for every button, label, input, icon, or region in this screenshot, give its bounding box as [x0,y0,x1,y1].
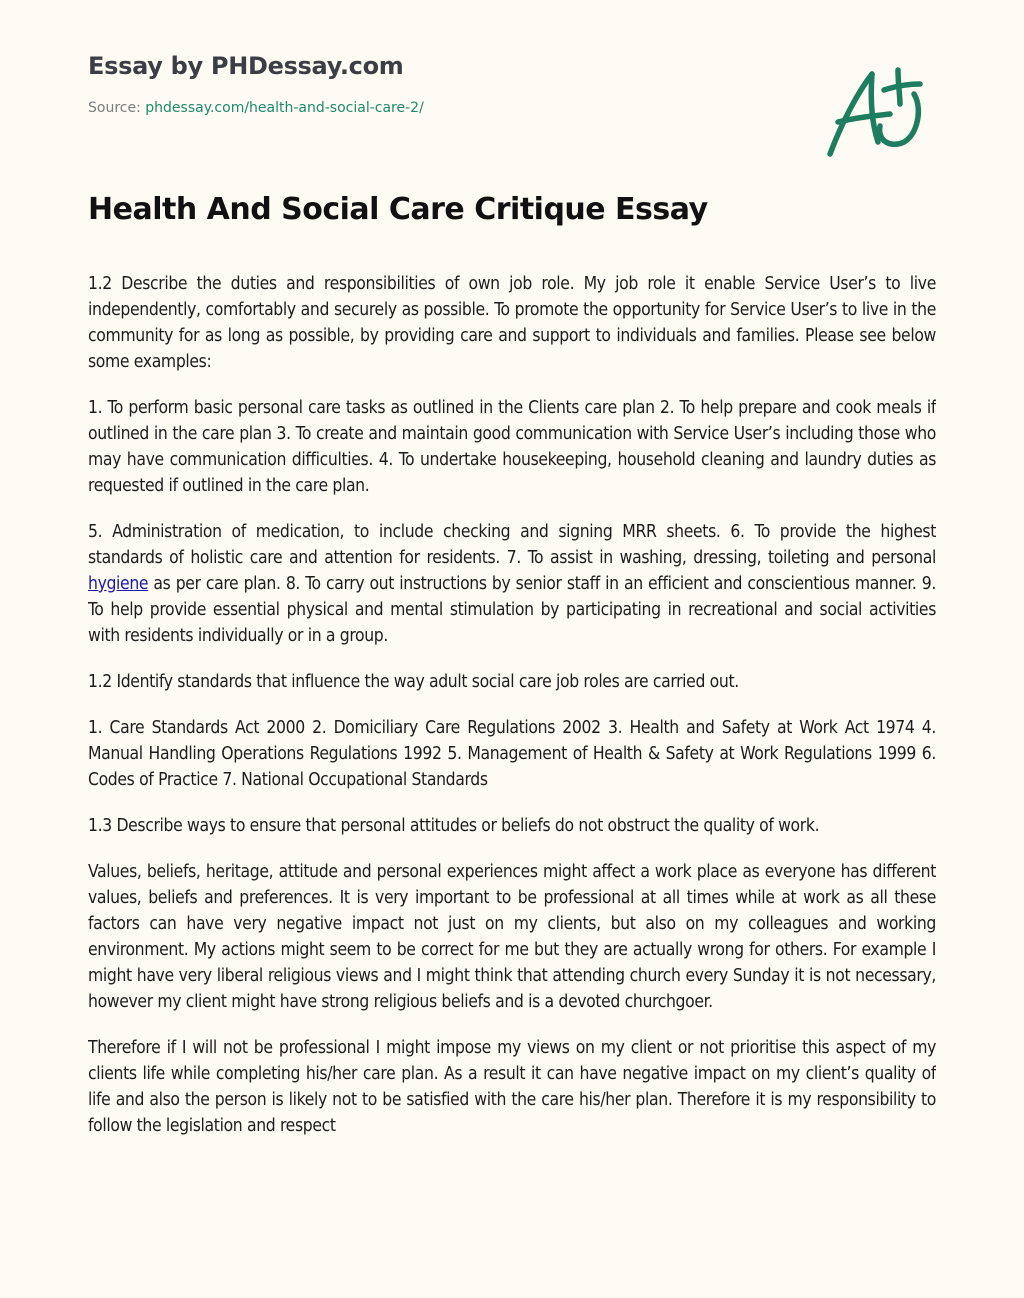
a-plus-grade-icon [820,62,930,162]
paragraph-text: as per care plan. 8. To carry out instructions by senior staff in an efficient and conscientious manner. 9. To help provide essential physical and mental stimulation by participating in recreational and social activities with residents individually or in a group. [88,574,936,646]
paragraph-text: 5. Administration of medication, to include checking and signing MRR sheets. 6. To provide the highest standards of holistic care and attention for residents. 7. To assist in washing, dressing, toileting and personal [88,522,936,568]
a-plus-grade-icon-svg [820,62,930,162]
essay-paragraph: 1.2 Identify standards that influence the way adult social care job roles are carried out. [88,672,739,692]
essay-paragraph: 1.3 Describe ways to ensure that personal attitudes or beliefs do not obstruct the quality of work. [88,816,820,836]
essay-paragraph: 1. Care Standards Act 2000 2. Domiciliary Care Regulations 2002 3. Health and Safety at Work Act 1974 4. Manual Handling Operations Regulations 1992 5. Management of Health & Safety at Work Regulations 1999 6. Codes of Practice 7. National Occupational Standards [88,718,936,790]
essay-body [88,271,936,1257]
source-line [88,98,948,118]
a-left-stroke [830,74,872,154]
plus-horizontal [884,84,920,90]
page-header [88,48,948,118]
hygiene-link[interactable]: hygiene [88,574,149,594]
source-link[interactable]: phdessay.com/health-and-social-care-2/ [145,100,424,116]
source-label: Source: [88,100,146,116]
essay-paragraph [88,519,936,649]
essay-paragraph: Therefore if I will not be professional I might impose my views on my client or not prioritise this aspect of my clients life while completing his/her care plan. As a result it can have negative impact on my client’s quality of life and also the person is likely not to be satisfied with the care his/her plan. Therefore it is my responsibility to follow the legislation and respect [88,1038,936,1136]
essay-paragraph: 1. To perform basic personal care tasks as outlined in the Clients care plan 2. To help prepare and cook meals if outlined in the care plan 3. To create and maintain good communication with Service User’s including those who may have communication difficulties. 4. To undertake housekeeping, household cleaning and laundry duties as requested if outlined in the care plan. [88,398,936,496]
essay-paragraph: 1.2 Describe the duties and responsibilities of own job role. My job role it enable Service User’s to live independently, comfortably and securely as possible. To promote the opportunity for Service User’s to live in the community for as long as possible, by providing care and support to individuals and families. Please see below some examples: [88,274,936,372]
page-title: Health And Social Care Critique Essay [88,192,708,227]
site-title: Essay by PHDessay.com [88,52,404,80]
essay-paragraph: Values, beliefs, heritage, attitude and personal experiences might affect a work place as everyone has different values, beliefs and preferences. It is very important to be professional at all times while at work as all these factors can have very negative impact not just on my clients, but also on my colleagues and working environment. My actions might seem to be correct for me but they are actually wrong for others. For example I might have very liberal religious views and I might think that attending church every Sunday it is not necessary, however my client might have strong religious beliefs and is a devoted churchgoer. [88,862,936,1012]
